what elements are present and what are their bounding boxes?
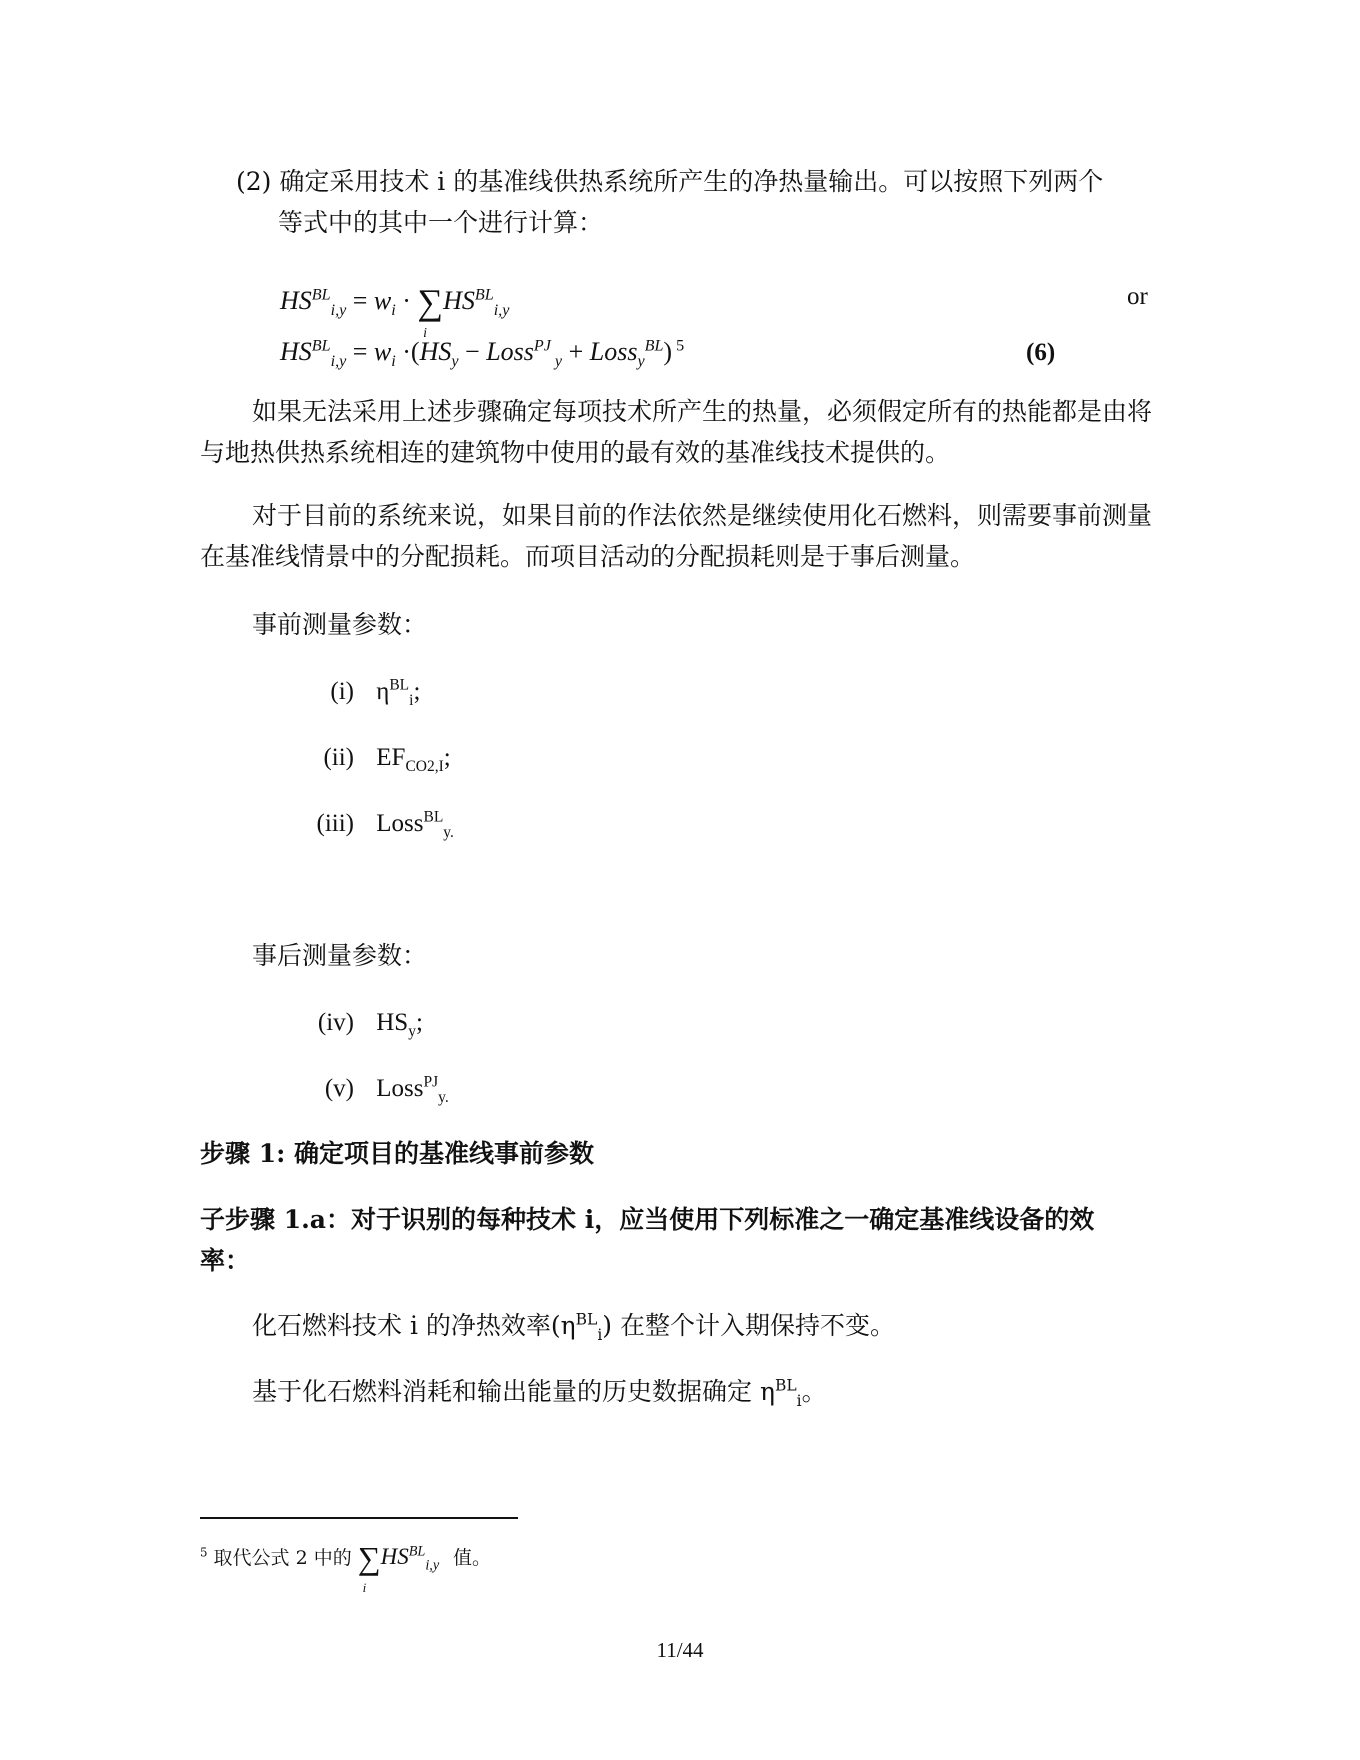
- exante-label: 事前测量参数：: [252, 610, 428, 639]
- footnote-ref-5: 5: [672, 337, 685, 355]
- substep-heading-line-2: 率：: [200, 1246, 251, 1275]
- exante-item-3: (iii) Loss$^{BL}_{y.}$: [316, 808, 454, 841]
- paragraph-3: 化石燃料技术 i 的净热效率$(\eta^{BL}_i)$ 在整个计入期保持不变。: [252, 1310, 895, 1344]
- equation-number: (6): [1026, 339, 1056, 366]
- step1-heading: 步骤 1: 确定项目的基准线事前参数: [200, 1139, 595, 1168]
- sum-symbol: ∑: [417, 282, 444, 322]
- expost-item-1: (iv) $HS_y$;: [317, 1009, 423, 1040]
- footnote-divider: [200, 1517, 518, 1519]
- page-number: 11/44: [656, 1638, 704, 1662]
- intro-line-1: (2) 确定采用技术 i 的基准线供热系统所产生的净热量输出。可以按照下列两个: [236, 167, 1104, 196]
- footnote-marker: 5: [200, 1545, 208, 1560]
- exante-item-2: (ii) $EF_{CO2,I}$;: [323, 744, 451, 775]
- equation-or: or: [1127, 283, 1148, 310]
- paragraph-4: 基于化石燃料消耗和输出能量的历史数据确定 $\eta^{BL}_i$。: [252, 1376, 827, 1410]
- paragraph-1: 如果无法采用上述步骤确定每项技术所产生的热量，必须假定所有的热能都是由将与地热供热系统相连的建筑物中使用的最有效的基准线技术提供的。: [200, 397, 1153, 467]
- exante-item-1: (i) $\eta^{BL}_i$;: [330, 676, 421, 709]
- paragraph-2: 对于目前的系统来说，如果目前的作法依然是继续使用化石燃料，则需要事前测量在基准线情景中的分配损耗。而项目活动的分配损耗则是于事后测量。: [200, 501, 1153, 571]
- intro-line-2: 等式中的其中一个进行计算：: [278, 208, 604, 237]
- substep-heading-line-1: 子步骤 1.a：对于识别的每种技术 i，应当使用下列标准之一确定基准线设备的效: [200, 1205, 1095, 1234]
- equation-2: $HS^{BL}_{i,y} = w_i \cdot(HS_y$ − Loss$^{PJ}$ $_y$ + Loss$_y^{BL}$) $^5$: [280, 337, 685, 371]
- footnote-sum-symbol: ∑: [357, 1540, 381, 1576]
- expost-label: 事后测量参数：: [252, 941, 428, 970]
- expost-item-2: (v) Loss$^{PJ}_{y.}$: [324, 1073, 449, 1106]
- footnote-5: $^5$ 取代公式 2 中的 ∑ i $HS^{BL}_{i,y}$ 值。: [200, 1540, 491, 1595]
- equation-1: $HS^{BL}_{i,y} = w_i$ · ∑ i $HS^{BL}_{i,y}$: [280, 282, 510, 341]
